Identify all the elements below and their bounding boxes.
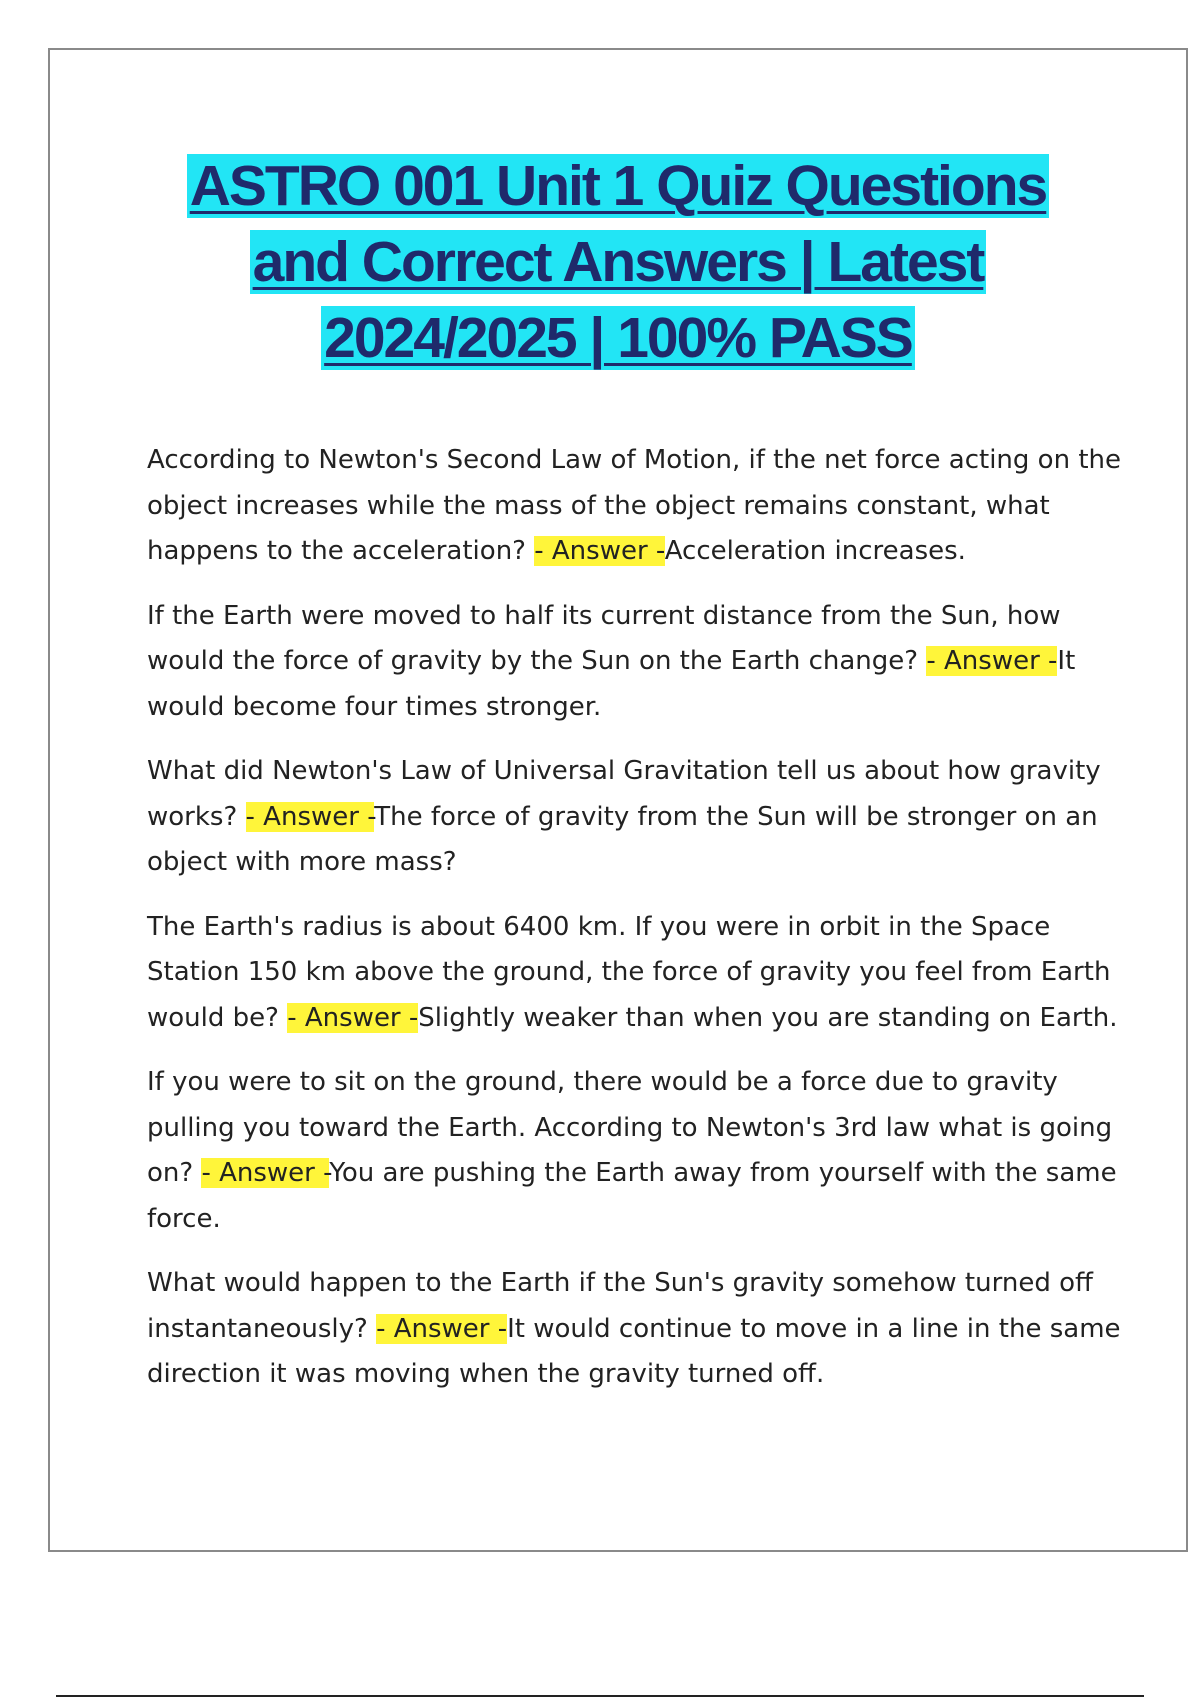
answer-marker: - Answer -: [534, 536, 665, 566]
title-line: 2024/2025 | 100% PASS: [50, 300, 1186, 376]
answer-marker: - Answer -: [201, 1158, 330, 1188]
answer-marker: - Answer -: [926, 646, 1058, 676]
document-title: [50, 148, 1186, 376]
question-text: What did Newton's Law of Universal Gravitation tell us about how gravity works?: [147, 756, 1101, 832]
question-text: If you were to sit on the ground, there would be a force due to gravity pulling you toward the Earth. According to Newton's 3rd law what is going on?: [147, 1067, 1113, 1188]
answer-text: The force of gravity from the Sun will be stronger on an object with more mass?: [147, 801, 1098, 877]
question-text: What would happen to the Earth if the Sun's gravity somehow turned off instantaneously?: [147, 1268, 1093, 1344]
question-text: The Earth's radius is about 6400 km. If you were in orbit in the Space Station 150 km above the ground, the force of gravity you feel from Earth would be?: [147, 911, 1111, 1033]
qa-item: [147, 905, 1137, 1042]
answer-marker: - Answer -: [287, 1002, 419, 1033]
qa-item: [147, 594, 1137, 731]
answer-text: It would become four times stronger.: [147, 646, 1076, 722]
qa-list: [147, 438, 1137, 1417]
question-text: According to Newton's Second Law of Motion, if the net force acting on the object increases while the mass of the object remains constant, what happens to the acceleration?: [147, 445, 1121, 566]
answer-text: Slightly weaker than when you are standing on Earth.: [418, 1002, 1118, 1033]
answer-marker: - Answer -: [245, 801, 375, 832]
qa-item: [147, 1060, 1137, 1242]
qa-item: [147, 1261, 1137, 1398]
question-text: If the Earth were moved to half its current distance from the Sun, how would the force of gravity by the Sun on the Earth change?: [147, 600, 1061, 676]
qa-item: [147, 749, 1137, 886]
answer-text: You are pushing the Earth away from yourself with the same force.: [147, 1158, 1117, 1234]
title-line: and Correct Answers | Latest: [50, 224, 1186, 300]
qa-item: [147, 438, 1137, 575]
title-line: ASTRO 001 Unit 1 Quiz Questions: [50, 148, 1186, 224]
document-page: [48, 48, 1188, 1552]
answer-text: It would continue to move in a line in the same direction it was moving when the gravity turned off.: [147, 1313, 1121, 1389]
answer-text: Acceleration increases.: [664, 536, 966, 566]
bottom-divider: [56, 1695, 1144, 1697]
answer-marker: - Answer -: [376, 1313, 508, 1344]
